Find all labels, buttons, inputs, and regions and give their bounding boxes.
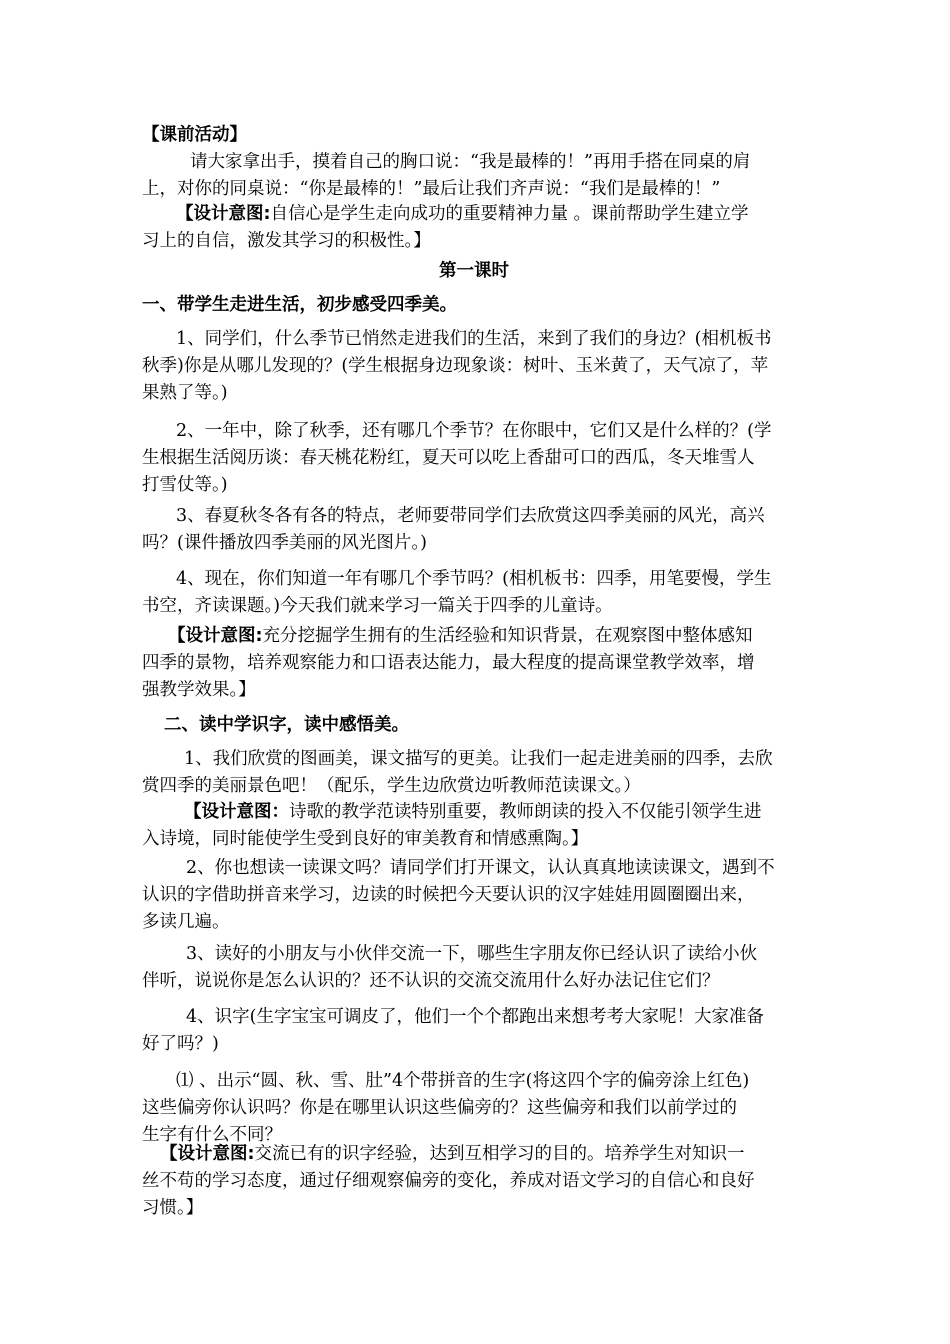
design-intent-label: 【设计意图: (176, 204, 271, 224)
section-2-paragraph-5 (142, 1068, 806, 1149)
design-intent-label: 【设计意图: (168, 626, 263, 646)
section-2-paragraph-4 (142, 1004, 806, 1058)
section-2-paragraph-1 (142, 746, 806, 800)
text-line: 四季的景物，培养观察能力和口语表达能力，最大程度的提高课堂教学效率，增 (142, 653, 755, 673)
text-line: 请大家拿出手，摸着自己的胸口说：“我是最棒的！”再用手搭在同桌的肩 (190, 152, 751, 172)
text-line: 诗歌的教学范读特别重要，教师朗读的投入不仅能引领学生进 (289, 802, 762, 822)
section-1-heading: 一、带学生走进生活，初步感受四季美。 (142, 295, 457, 315)
text-line: 4、识字(生字宝宝可调皮了，他们一个个都跑出来想考考大家呢！大家准备 (186, 1007, 764, 1027)
section-1-paragraph-4 (142, 566, 806, 620)
text-line: 认识的字借助拼音来学习，边读的时候把今天要认识的汉字娃娃用圆圈圈出来， (142, 885, 755, 905)
text-line: 打雪仗等。) (142, 475, 228, 495)
section-1-paragraph-2 (142, 418, 806, 499)
text-line: 入诗境，同时能使学生受到良好的审美教育和情感熏陶。】 (142, 829, 589, 849)
text-line: 吗？(课件播放四季美丽的风光图片。) (142, 533, 427, 553)
text-line: 3、春夏秋冬各有各的特点，老师要带同学们去欣赏这四季美丽的风光，高兴 (176, 506, 765, 526)
text-line: 上，对你的同桌说：“你是最棒的！”最后让我们齐声说：“我们是最棒的！” (142, 179, 721, 199)
text-line: 这些偏旁你认识吗？你是在哪里认识这些偏旁的？这些偏旁和我们以前学过的 (142, 1098, 737, 1118)
lesson-title: 第一课时 (439, 261, 509, 281)
section-2-paragraph-2 (142, 855, 806, 936)
pre-activity-design-intent (142, 201, 806, 255)
text-line: 多读几遍。 (142, 912, 230, 932)
text-line: 伴听，说说你是怎么认识的？还不认识的交流交流用什么好办法记住它们？ (142, 971, 720, 991)
text-line: 生字有什么不同？ (142, 1125, 282, 1145)
section-2-paragraph-3 (142, 941, 806, 995)
text-line: 秋季)你是从哪儿发现的？(学生根据身边现象谈：树叶、玉米黄了，天气凉了，苹 (142, 356, 769, 376)
text-line: 3、读好的小朋友与小伙伴交流一下，哪些生字朋友你已经认识了读给小伙 (186, 944, 758, 964)
text-line: 自信心是学生走向成功的重要精神力量 。课前帮助学生建立学 (270, 204, 749, 224)
design-intent-label: 【设计意图: (160, 1144, 255, 1164)
text-line: 4、现在，你们知道一年有哪几个季节吗？(相机板书：四季，用笔要慢，学生 (176, 569, 772, 589)
section-2-design-intent-1 (142, 799, 806, 853)
text-line: 强教学效果。】 (142, 680, 256, 700)
text-line: ⑴ 、出示“圆、秋、雪、肚”4个带拼音的生字(将这四个字的偏旁涂上红色) (176, 1071, 750, 1091)
text-line: 果熟了等。) (142, 383, 228, 403)
section-1-paragraph-3 (142, 503, 806, 557)
text-line: 习上的自信，激发其学习的积极性。】 (142, 231, 431, 251)
text-line: 充分挖掘学生拥有的生活经验和知识背景，在观察图中整体感知 (262, 626, 753, 646)
text-line: 丝不苟的学习态度，通过仔细观察偏旁的变化，养成对语文学习的自信心和良好 (142, 1171, 755, 1191)
section-1-design-intent (142, 623, 806, 704)
text-line: 生根据生活阅历谈：春天桃花粉红，夏天可以吃上香甜可口的西瓜，冬天堆雪人 (142, 448, 755, 468)
text-line: 习惯。】 (142, 1198, 204, 1218)
pre-activity-paragraph (142, 149, 806, 203)
text-line: 好了吗？) (142, 1034, 219, 1054)
text-line: 书空，齐读课题。)今天我们就来学习一篇关于四季的儿童诗。 (142, 596, 613, 616)
text-line: 赏四季的美丽景色吧！（配乐，学生边欣赏边听教师范读课文。） (142, 776, 641, 796)
text-line: 1、我们欣赏的图画美，课文描写的更美。让我们一起走进美丽的四季，去欣 (184, 749, 773, 769)
section-1-paragraph-1 (142, 326, 806, 407)
text-line: 1、同学们，什么季节已悄然走进我们的生活，来到了我们的身边？(相机板书 (176, 329, 772, 349)
text-line: 2、一年中，除了秋季，还有哪几个季节？在你眼中，它们又是什么样的？(学 (176, 421, 772, 441)
design-intent-label: 【设计意图： (184, 802, 289, 822)
section-2-heading: 二、读中学识字，读中感悟美。 (164, 715, 409, 735)
text-line: 交流已有的识字经验，达到互相学习的目的。培养学生对知识一 (254, 1144, 745, 1164)
text-line: 2、你也想读一读课文吗？请同学们打开课文，认认真真地读读课文，遇到不 (186, 858, 775, 878)
pre-activity-heading: 【课前活动】 (142, 125, 247, 145)
section-2-design-intent-2 (142, 1141, 806, 1222)
